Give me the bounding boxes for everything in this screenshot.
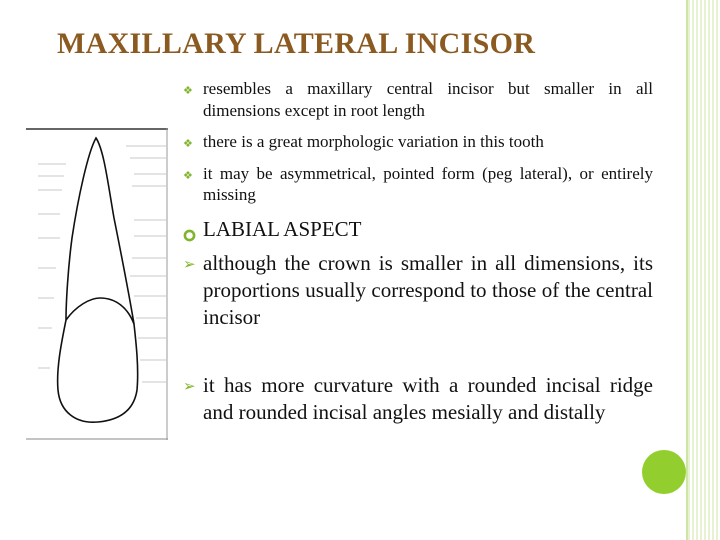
chevron-bullet-icon: ➢: [183, 378, 196, 395]
bullet-item: [183, 131, 653, 153]
bullet-text: there is a great morphologic variation in this tooth: [203, 132, 544, 151]
diamond-bullet-icon: ❖: [183, 85, 193, 97]
bullet-text: resembles a maxillary central incisor but smaller in all dimensions except in root length: [203, 79, 653, 120]
bullet-item: [183, 372, 653, 426]
chevron-bullet-icon: ➢: [183, 256, 196, 273]
bullet-item: [183, 163, 653, 206]
decorative-circle: [642, 450, 686, 494]
stripe-edge-line: [686, 0, 688, 540]
bullet-text: although the crown is smaller in all dimensions, its proportions usually correspond to those of the central incisor: [203, 250, 653, 329]
bullet-list: [183, 78, 653, 426]
bullet-text: it may be asymmetrical, pointed form (peg lateral), or entirely missing: [203, 163, 653, 204]
bullet-item: [183, 250, 653, 331]
diamond-bullet-icon: ❖: [183, 169, 193, 182]
diamond-bullet-icon: ❖: [183, 138, 193, 150]
bullet-text: it has more curvature with a rounded incisal ridge and rounded incisal angles mesially and distally: [203, 372, 653, 424]
slide-title: MAXILLARY LATERAL INCISOR: [57, 27, 536, 60]
heading-text: LABIAL ASPECT: [203, 216, 362, 241]
tooth-figure: [26, 128, 168, 440]
decorative-stripes: [688, 0, 720, 540]
bullet-item: [183, 78, 653, 121]
section-heading: [183, 216, 653, 242]
tooth-outline-icon: [26, 128, 168, 440]
ring-bullet-icon: [183, 222, 196, 248]
